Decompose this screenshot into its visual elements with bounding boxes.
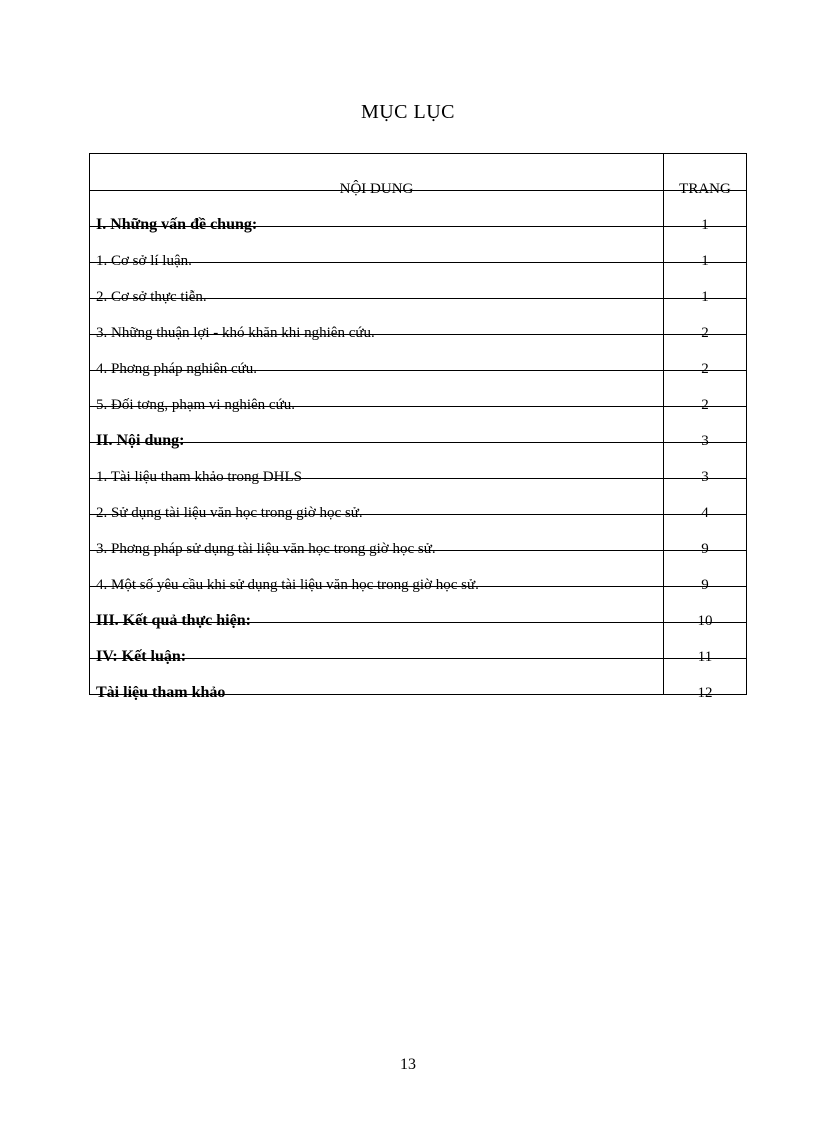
- toc-entry-page: 2: [664, 335, 747, 371]
- table-row: [90, 191, 747, 227]
- toc-entry-page: 3: [664, 443, 747, 479]
- toc-entry-text: 3. Những thuận lợi - khó khăn khi nghiên cứu.: [90, 299, 664, 335]
- table-row: [90, 659, 747, 695]
- toc-entry-page: 10: [664, 587, 747, 623]
- toc-entry-page: 1: [664, 227, 747, 263]
- toc-entry-page: 2: [664, 371, 747, 407]
- table-row: [90, 443, 747, 479]
- toc-entry-page: 9: [664, 515, 747, 551]
- toc-entry-page: 3: [664, 407, 747, 443]
- toc-entry-page: 1: [664, 263, 747, 299]
- toc-entry-text: 3. Phơng pháp sử dụng tài liệu văn học trong giờ học sử.: [90, 515, 664, 551]
- toc-entry-text: 1. Tài liệu tham khảo trong DHLS: [90, 443, 664, 479]
- toc-entry-page: 11: [664, 623, 747, 659]
- toc-entry-text: 2. Sử dụng tài liệu văn học trong giờ học sử.: [90, 479, 664, 515]
- page-title: MỤC LỤC: [360, 101, 456, 123]
- toc-entry-text: 1. Cơ sở lí luận.: [90, 227, 664, 263]
- toc-entry-page: 1: [664, 191, 747, 227]
- toc-entry-text: 4. Phơng pháp nghiên cứu.: [90, 335, 664, 371]
- toc-entry-text: 2. Cơ sở thực tiễn.: [90, 263, 664, 299]
- toc-entry-text: IV: Kết luận:: [90, 623, 664, 659]
- page-number: 13: [400, 1056, 416, 1073]
- toc-entry-page: 4: [664, 479, 747, 515]
- toc-entry-page: 9: [664, 551, 747, 587]
- toc-entry-page: 12: [664, 659, 747, 695]
- toc-entry-text: III. Kết quả thực hiện:: [90, 587, 664, 623]
- column-header-content: NỘI DUNG: [90, 154, 664, 191]
- toc-entry-text: II. Nội dung:: [90, 407, 664, 443]
- column-header-page: TRANG: [664, 154, 747, 191]
- toc-entry-page: 2: [664, 299, 747, 335]
- toc-entry-text: I. Những vấn đề chung:: [90, 191, 664, 227]
- toc-entry-text: 5. Đối tơng, phạm vi nghiên cứu.: [90, 371, 664, 407]
- toc-entry-text: 4. Một số yêu cầu khi sử dụng tài liệu văn học trong giờ học sử.: [90, 551, 664, 587]
- toc-entry-text: Tài liệu tham khảo: [90, 659, 664, 695]
- table-of-contents: [89, 153, 747, 701]
- table-header-row: [90, 154, 747, 191]
